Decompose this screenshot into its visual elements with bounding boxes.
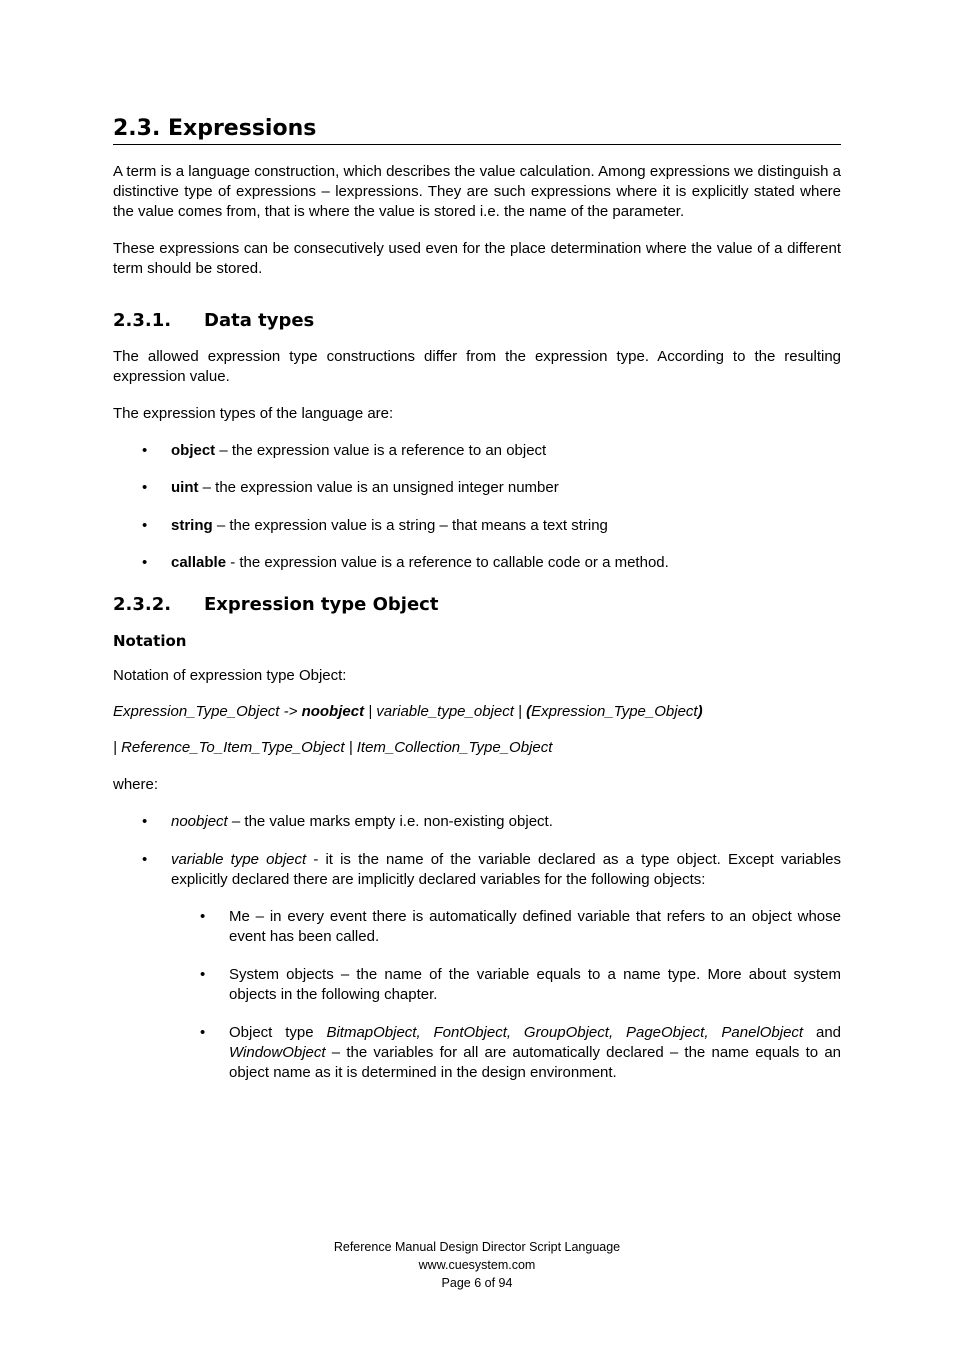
subsection-title: Data types [204, 310, 315, 331]
list-item-desc: – the expression value is an unsigned integer number [198, 479, 559, 496]
list-item-desc: – the value marks empty i.e. non-existing object. [227, 813, 553, 830]
subsection-number: 2.3.2. [113, 594, 172, 615]
list-item-desc: – the expression value is a string – that means a text string [212, 517, 608, 534]
list-item: • Object type BitmapObject, FontObject, GroupObject, PageObject, PanelObject and WindowObject – the variables for all are automatically declared – the name equals to an object name as it is determined in the design environment. [200, 1024, 841, 1081]
list-item-desc: - the expression value is a reference to callable code or a method. [226, 554, 669, 571]
where-label: where: [113, 776, 159, 793]
subsection-number: 2.3.1. [113, 310, 172, 331]
section-paragraph-2: These expressions can be consecutively used even for the place determination where the value of a different term should be stored. [113, 240, 841, 277]
subsection-title: Expression type Object [204, 594, 439, 615]
notation-line-2: | Reference_To_Item_Type_Object | Item_Collection_Type_Object [113, 739, 553, 756]
list-item [113, 478, 841, 498]
bullet-icon: • [142, 479, 148, 496]
footer-title: Reference Manual Design Director Script Language [333, 1240, 621, 1254]
bullet-icon: • [142, 813, 148, 830]
list-item-text: System objects – the name of the variable equals to a name type. More about system objects in the following chapter. [229, 966, 841, 1003]
list-item-term: variable type object [171, 851, 307, 868]
list-item-term: noobject [171, 813, 228, 830]
bullet-icon: • [200, 908, 206, 925]
list-item [113, 441, 841, 461]
list-item [113, 516, 841, 536]
bullet-icon: • [142, 554, 148, 571]
list-item [113, 553, 841, 573]
list-item [113, 965, 841, 1005]
subsection-data-types-heading [113, 309, 841, 333]
implicit-variables-list [113, 907, 841, 1083]
data-types-list [113, 441, 841, 573]
notation-line-1: Expression_Type_Object -> noobject | variable_type_object | (Expression_Type_Object) [113, 703, 703, 720]
bullet-icon: • [200, 966, 206, 983]
list-item-text: Me – in every event there is automatically defined variable that refers to an object whose event has been called. [229, 908, 841, 945]
list-item [113, 812, 841, 832]
page-content [113, 115, 841, 1083]
subsection-expression-object-heading [113, 593, 841, 617]
section-title: 2.3. Expressions [113, 115, 841, 145]
data-types-paragraph-2: The expression types of the language are: [113, 405, 394, 422]
bullet-icon: • [142, 851, 148, 868]
notation-heading: Notation [113, 632, 187, 650]
list-item-term: string [171, 517, 213, 534]
list-item-desc: - it is the name of the variable declared as a type object. Except variables explicitly declared there are implicitly declared variables for the following objects: [171, 851, 841, 888]
where-list [113, 812, 841, 890]
list-item-term: uint [171, 479, 199, 496]
list-item [113, 907, 841, 947]
list-item-term: callable [171, 554, 227, 571]
notation-intro: Notation of expression type Object: [113, 667, 347, 684]
bullet-icon: • [142, 442, 148, 459]
footer-page-number: Page 6 of 94 [441, 1276, 513, 1290]
data-types-paragraph-1: The allowed expression type constructions differ from the expression type. According to the resulting expression value. [113, 348, 841, 385]
bullet-icon: • [200, 1024, 206, 1041]
list-item-term: object [171, 442, 216, 459]
bullet-icon: • [142, 517, 148, 534]
page-footer [0, 1238, 954, 1292]
section-paragraph-1: A term is a language construction, which describes the value calculation. Among expressions we distinguish a distinctive type of expressions – lexpressions. They are such expressions where it is explicitly stated where the value comes from, that is where the value is stored i.e. the name of the parameter. [113, 163, 841, 220]
footer-website: www.cuesystem.com [418, 1258, 536, 1272]
list-item [113, 850, 841, 890]
list-item-desc: – the expression value is a reference to an object [215, 442, 547, 459]
